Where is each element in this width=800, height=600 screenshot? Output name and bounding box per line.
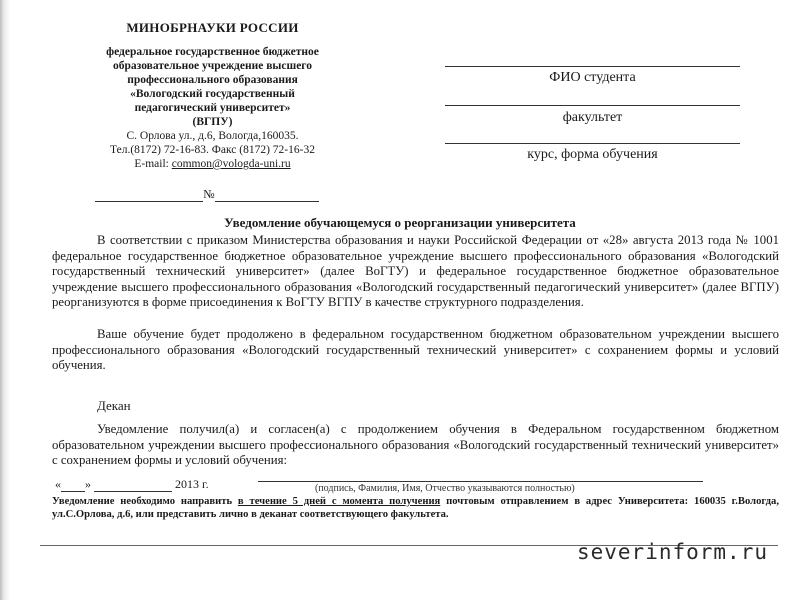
course-blank-line bbox=[445, 143, 740, 144]
org-line: педагогический университет» bbox=[134, 102, 291, 114]
notice-start: Уведомление необходимо направить bbox=[52, 496, 238, 507]
organization-block bbox=[60, 45, 365, 171]
site-watermark: severinform.ru bbox=[576, 540, 768, 564]
scan-shadow-edge bbox=[0, 0, 10, 600]
signature-blank-line bbox=[258, 481, 703, 482]
date-blank bbox=[215, 189, 319, 202]
signature-caption: (подпись, Фамилия, Имя, Отчество указываются полностью) bbox=[315, 483, 575, 494]
paragraph-continuation: Ваше обучение будет продолжено в федеральном государственном бюджетном образовательном учреждении высшего профессионального образования «Вологодский государственный технический университет» с сохранением формы и условий обучения. bbox=[52, 327, 779, 373]
fio-label: ФИО студента bbox=[549, 70, 636, 85]
document-title: Уведомление обучающемуся о реорганизации университета bbox=[224, 215, 576, 230]
sending-notice bbox=[52, 495, 779, 521]
postal-address: С. Орлова ул., д.6, Вологда,160035. bbox=[126, 130, 299, 142]
email-link[interactable]: common@vologda-uni.ru bbox=[171, 158, 291, 170]
fio-blank-line bbox=[445, 66, 740, 67]
signer-title: Декан bbox=[97, 398, 131, 413]
email-line bbox=[60, 157, 365, 171]
email-label: E-mail: bbox=[134, 158, 172, 170]
org-line: профессионального образования bbox=[127, 74, 298, 86]
paragraph-acknowledgement: Уведомление получил(а) и согласен(а) с продолжением обучения в Федеральном государственном бюджетном образовательном учреждении высшего профессионального образования «Вологодский государственный технический университет» с сохранением формы и условий обучения: bbox=[52, 422, 779, 468]
notice-end: почтовым отправлением в адрес Университета: 160035 г.Вологда, ул.С.Орлова, д.6, или представить лично в деканат соответствующего факультета. bbox=[52, 496, 779, 520]
faculty-blank-line bbox=[445, 105, 740, 106]
number-blank bbox=[95, 189, 203, 202]
outgoing-number-line bbox=[92, 187, 322, 202]
org-line: федеральное государственное бюджетное bbox=[106, 46, 319, 58]
course-label: курс, форма обучения bbox=[527, 147, 658, 162]
org-line: (ВГПУ) bbox=[192, 116, 233, 128]
day-blank bbox=[61, 480, 85, 492]
faculty-label: факультет bbox=[562, 110, 623, 125]
number-sign: № bbox=[203, 187, 215, 201]
org-line: «Вологодский государственный bbox=[130, 88, 295, 100]
notice-deadline: в течение 5 дней с момента получения bbox=[237, 496, 441, 507]
paragraph-reorganization: В соответствии с приказом Министерства образования и науки Российской Федерации от «28» августа 2013 года № 1001 федеральное государственное бюджетное образовательное учреждение высшего профессионального образования «Вологодский государственный технический университет» (далее ВоГТУ) и федеральное государственное бюджетное образовательное учреждение высшего профессионального образования «Вологодский государственный педагогический университет» (далее ВГПУ) реорганизуются в форме присоединения к ВоГТУ ВГПУ в качестве структурного подразделения. bbox=[52, 233, 779, 310]
phone-fax: Тел.(8172) 72-16-83. Факс (8172) 72-16-32 bbox=[110, 144, 315, 156]
ministry-name: МИНОБРНАУКИ РОССИИ bbox=[126, 20, 299, 35]
org-line: образовательное учреждение высшего bbox=[113, 60, 312, 72]
date-year: 2013 г. bbox=[175, 477, 209, 491]
date-open-quote: « bbox=[55, 477, 61, 491]
date-line bbox=[55, 477, 209, 492]
month-blank bbox=[94, 480, 172, 492]
date-close-quote: » bbox=[85, 477, 91, 491]
